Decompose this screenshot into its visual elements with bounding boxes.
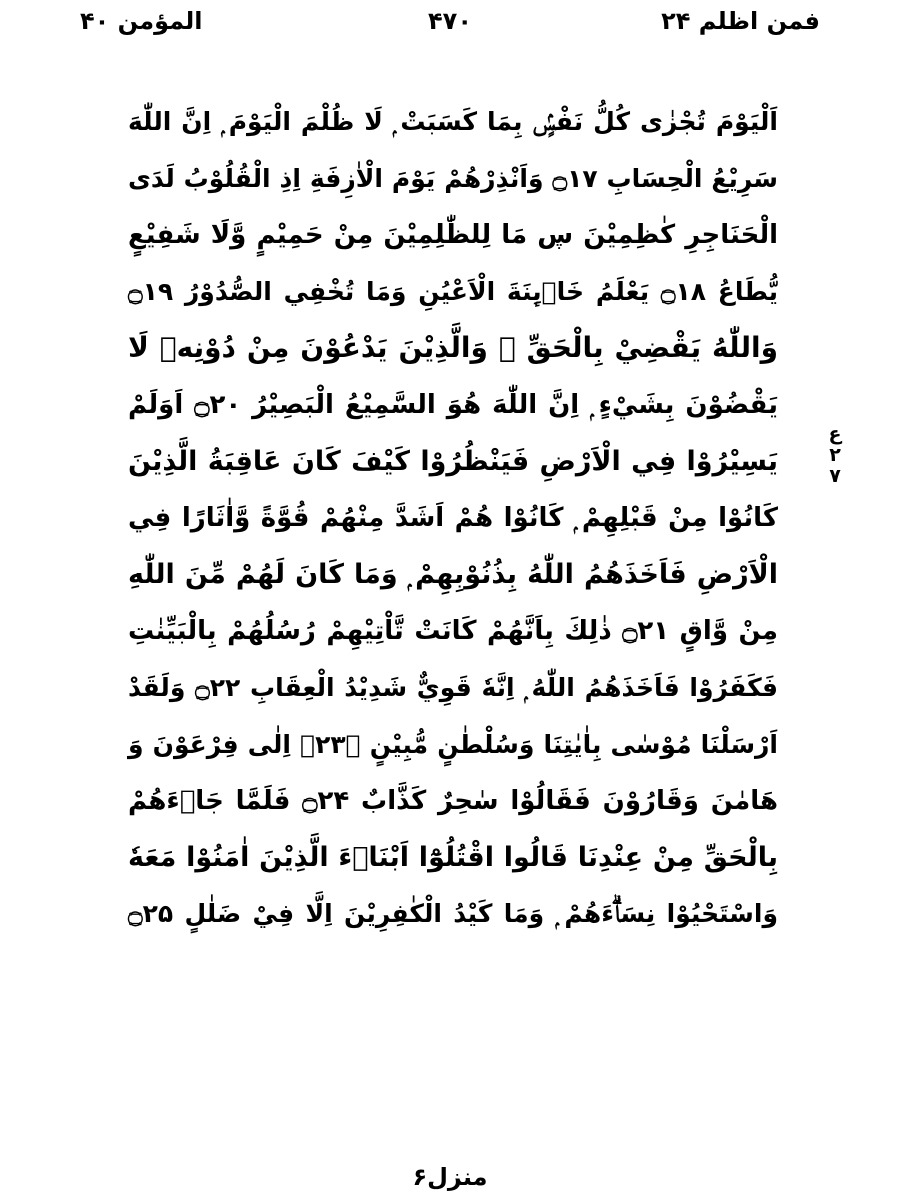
- text-line: يَسِيْرُوْا فِي الْاَرْضِ فَيَنْظُرُوْا كَيْفَ كَانَ عَاقِبَةُ الَّذِيْنَ: [128, 445, 778, 477]
- text-line: فَكَفَرُوْا فَاَخَذَهُمُ اللّٰهُ ۭ اِنَّهٗ قَوِيٌّ شَدِيْدُ الْعِقَابِ ۝۲۲ وَلَقَدْ: [128, 672, 778, 702]
- verse-text-block: [128, 94, 778, 943]
- text-line: اَلْيَوْمَ تُجْزٰى كُلُّ نَفْسٍۢ بِمَا كَسَبَتْ ۭ لَا ظُلْمَ الْيَوْمَ ۭ اِنَّ اللّٰهَ: [128, 107, 778, 136]
- ruku-number-top: ۲: [829, 444, 841, 466]
- ruku-number-bottom: ۷: [829, 465, 841, 487]
- text-line: بِالْحَقِّ مِنْ عِنْدِنَا قَالُوا اقْتُلُوْٓا اَبْنَاۗءَ الَّذِيْنَ اٰمَنُوْا مَعَهٗ: [128, 841, 778, 873]
- juz-title: فمن اظلم ۲۴: [661, 7, 820, 35]
- manzil-footer: منزل۶: [412, 1163, 488, 1191]
- text-line: وَاسْتَحْيُوْا نِسَاۗءَهُمْ ۭ وَمَا كَيْدُ الْكٰفِرِيْنَ اِلَّا فِيْ ضَلٰلٍ ۝۲۵: [128, 899, 778, 929]
- text-line: يَقْضُوْنَ بِشَيْءٍ ۭ اِنَّ اللّٰهَ هُوَ السَّمِيْعُ الْبَصِيْرُ ۝۲۰ اَوَلَمْ: [128, 389, 779, 420]
- text-line: مِنْ وَّاقٍ ۝۲۱ ذٰلِكَ بِاَنَّهُمْ كَانَتْ تَّاْتِيْهِمْ رُسُلُهُمْ بِالْبَيِّنٰتِ: [128, 616, 778, 647]
- text-line: اَرْسَلْنَا مُوْسٰى بِاٰيٰتِنَا وَسُلْطٰنٍ مُّبِيْنٍ ۝۲۳ۙ اِلٰى فِرْعَوْنَ وَ: [128, 729, 778, 759]
- ruku-margin-mark: [822, 424, 848, 487]
- page-number: ۴۷۰: [428, 7, 472, 35]
- text-line: الْاَرْضِ فَاَخَذَهُمُ اللّٰهُ بِذُنُوْبِهِمْ ۭ وَمَا كَانَ لَهُمْ مِّنَ اللّٰهِ: [128, 558, 778, 590]
- page-header: [80, 4, 820, 44]
- ruku-sign: ع: [828, 423, 842, 445]
- text-line: سَرِيْعُ الْحِسَابِ ۝۱۷ وَاَنْذِرْهُمْ يَوْمَ الْاٰزِفَةِ اِذِ الْقُلُوْبُ لَدَى: [128, 163, 778, 193]
- text-line: يُّطَاعُ ۝۱۸ يَعْلَمُ خَاۗىِٕنَةَ الْاَعْيُنِ وَمَا تُخْفِي الصُّدُوْرُ ۝۱۹: [128, 276, 778, 306]
- text-line: الْحَنَاجِرِ كٰظِمِيْنَ ڛ مَا لِلظّٰلِمِيْنَ مِنْ حَمِيْمٍ وَّلَا شَفِيْعٍ: [128, 220, 778, 251]
- text-line: هَامٰنَ وَقَارُوْنَ فَقَالُوْا سٰحِرٌ كَذَّابٌ ۝۲۴ فَلَمَّا جَاۗءَهُمْ: [128, 786, 778, 817]
- text-line: كَانُوْا مِنْ قَبْلِهِمْ ۭ كَانُوْا هُمْ اَشَدَّ مِنْهُمْ قُوَّةً وَّاٰثَارًا فِي: [128, 503, 778, 534]
- text-line: وَاللّٰهُ يَقْضِيْ بِالْحَقِّ ۭ وَالَّذِيْنَ يَدْعُوْنَ مِنْ دُوْنِهٖ لَا: [128, 331, 778, 365]
- surah-title: المؤمن ۴۰: [80, 7, 203, 35]
